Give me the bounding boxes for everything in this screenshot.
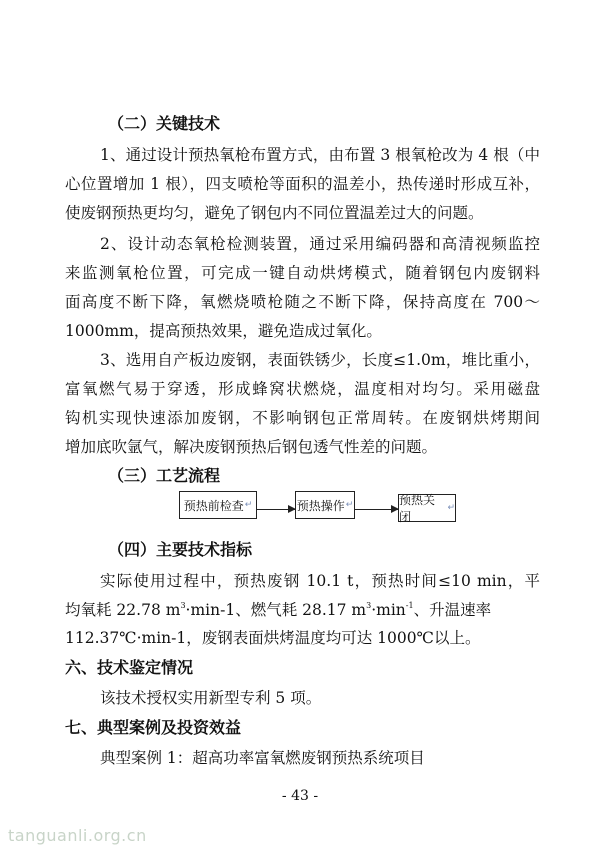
paragraph-line: 使废钢预热更均匀，避免了钢包内不同位置温差过大的问题。 <box>65 204 484 222</box>
paragraph-line: 典型案例 1：超高功率富氧燃废钢预热系统项目 <box>100 749 425 767</box>
paragraph-line: 1000mm，提高预热效果，避免造成过氧化。 <box>65 322 382 340</box>
text-segment: ·min <box>371 601 406 619</box>
paragraph-line: 实际使用过程中，预热废钢 10.1 t，预热时间≤10 min，平 <box>100 572 540 590</box>
page-number: - 43 - <box>281 788 319 804</box>
return-mark: ↵ <box>244 500 253 510</box>
paragraph-line: 1、通过设计预热氧枪布置方式，由布置 3 根氧枪改为 4 根（中 <box>100 146 540 164</box>
process-step-box <box>398 494 456 522</box>
return-mark: ↵ <box>345 500 354 510</box>
superscript: 3 <box>366 601 372 610</box>
section-heading-indicators: （四）主要技术指标 <box>108 540 253 559</box>
paragraph-line: 3、选用自产板边废钢，表面铁锈少，长度≤1.0m，堆比重小， <box>100 351 540 369</box>
paragraph-line: 钩机实现快速添加废钢，不影响钢包正常周转。在废钢烘烤期间 <box>65 409 540 427</box>
paragraph-line: 面高度不断下降，氧燃烧喷枪随之不断下降，保持高度在 700～ <box>65 293 540 311</box>
section-heading-appraisal: 六、技术鉴定情况 <box>65 658 194 677</box>
process-step-box <box>295 491 355 519</box>
section-heading-process: （三）工艺流程 <box>108 466 221 485</box>
text-segment: 均氧耗 22.78 m <box>65 601 181 619</box>
process-step-box <box>179 491 257 519</box>
superscript: -1 <box>405 601 414 610</box>
section-heading-key-tech: （二）关键技术 <box>108 114 221 133</box>
text-segment: ·min-1、燃气耗 28.17 m <box>185 601 367 619</box>
paragraph-line: 来监测氧枪位置，可完成一键自动烘烤模式，随着钢包内废钢料 <box>65 264 540 282</box>
paragraph-line: 112.37℃·min-1，废钢表面烘烤温度均可达 1000℃以上。 <box>65 629 481 647</box>
flow-arrow <box>257 509 295 510</box>
process-step-label: 预热关闭 <box>399 493 436 524</box>
text-span <box>65 600 491 620</box>
paragraph-line: 该技术授权实用新型专利 5 项。 <box>100 689 322 707</box>
section-heading-cases: 七、典型案例及投资效益 <box>65 718 242 737</box>
paragraph-line <box>65 600 540 620</box>
process-step-label: 预热前检查 <box>183 498 244 513</box>
watermark: tanguanli.org.cn <box>8 826 147 845</box>
superscript: 3 <box>180 601 186 610</box>
return-mark: ↵ <box>447 503 455 513</box>
text-segment: 、升温速率 <box>413 601 492 619</box>
paragraph-line: 增加底吹氩气，解决废钢预热后钢包透气性差的问题。 <box>65 438 438 456</box>
paragraph-line: 2、设计动态氧枪检测装置，通过采用编码器和高清视频监控 <box>100 235 540 253</box>
paragraph-line: 心位置增加 1 根），四支喷枪等面积的温差小，热传递时形成互补， <box>65 175 540 193</box>
flow-arrow <box>355 509 398 510</box>
process-step-label: 预热操作 <box>296 498 345 513</box>
paragraph-line: 富氧燃气易于穿透，形成蜂窝状燃烧，温度相对均匀。采用磁盘 <box>65 380 540 398</box>
